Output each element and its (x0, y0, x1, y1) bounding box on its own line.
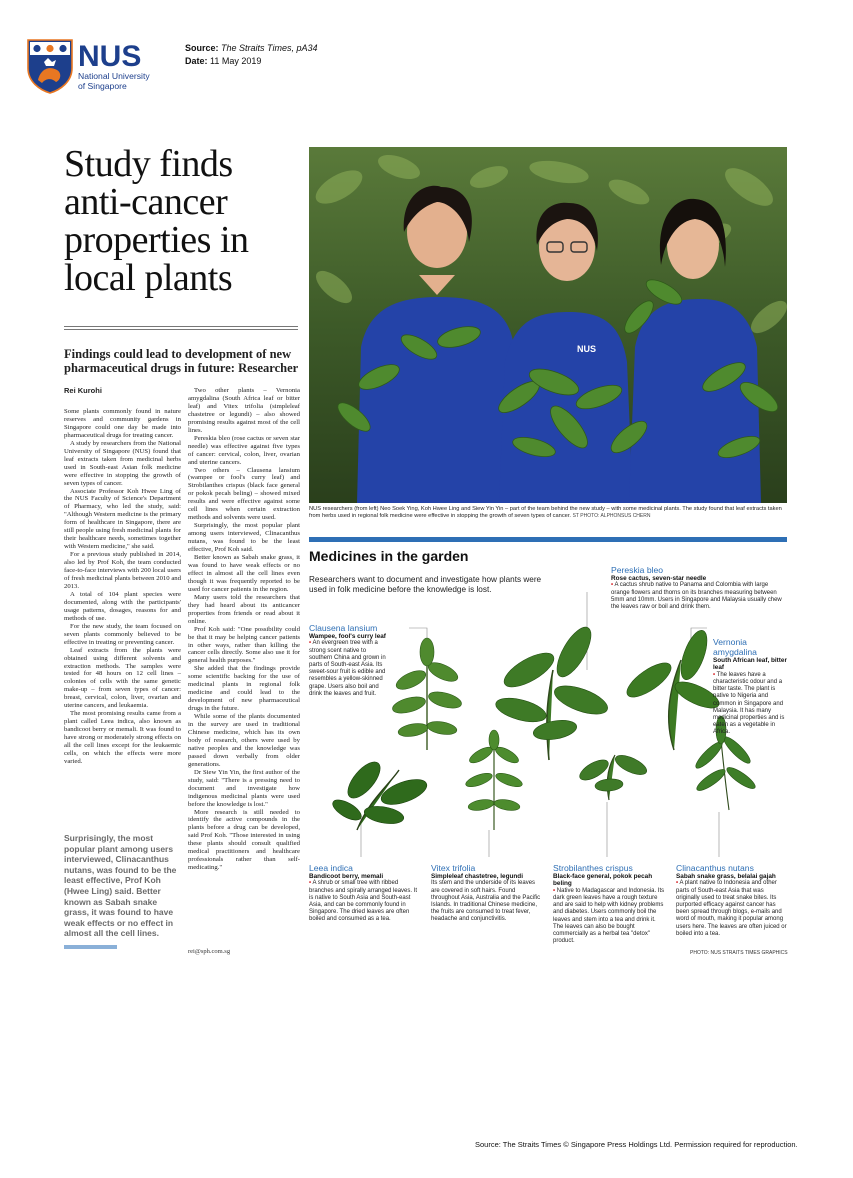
pereskia-bleo-leaf (493, 622, 611, 760)
plant-pereskia-bleo (611, 565, 787, 611)
plant-vitex-trifolia (431, 863, 543, 924)
plant-common-name: Rose cactus, seven-star needle (611, 575, 707, 582)
paragraph: Surprisingly, the most popular plant among users interviewed, Clinacanthus nutans, was found to be the least effective, Prof Koh said. (188, 522, 300, 554)
paragraph: While some of the plants documented in the survey are used in traditional Chinese medicine, which has its own body of research, others were used by native peoples and the knowledge was passed down verbally from older generations. (188, 713, 300, 768)
plant-common-name: South African leaf, bitter leaf (713, 657, 787, 672)
graphic-top-bar (309, 537, 787, 542)
divider (64, 329, 298, 330)
plant-description-text: The leaves have a characteristic odour and a bitter taste. The plant is native to Nigeria and common in Singapore and Malaysia. It has many medicinal properties and is eaten as a vegetable in Africa. (713, 671, 785, 736)
shirt-logo: NUS (577, 344, 597, 354)
paragraph: For a previous study published in 2014, also led by Prof Koh, the team conducted face-to-face interviews with 200 local users of fresh medicinal plants between 2010 and 2013. (64, 551, 181, 590)
source-line (185, 42, 318, 68)
plant-description: • The leaves have a characteristic odour and a bitter taste. The plant is native to Nigeria and common in Singapore and Malaysia. It has many medicinal properties and is eaten as a vegetable in Africa. (713, 671, 785, 736)
paragraph: Pereskia bleo (rose cactus or seven star needle) was effective against five types of cancer: cervical, colon, liver, ovarian and uterine cancers. (188, 434, 300, 466)
plant-description-text: A cactus shrub native to Panama and Colombia with large orange flowers and thorns on its branches measuring between 5mm and 10mm. Users in Singapore and Malaysia usually chew the leaves raw or boil and drink them. (611, 582, 782, 611)
paragraph: Dr Siew Yin Yin, the first author of the study, said: "There is a pressing need to document and investigate how indigenous medicinal plants were used before the knowledge is lost." (188, 768, 300, 808)
plant-strobilanthes-crispus (553, 863, 667, 945)
nus-logo-sub2: of Singapore (78, 81, 127, 91)
nus-logo (26, 38, 156, 94)
paragraph: Two others – Clausena lansium (wampee or fool's curry leaf) and Strobilanthes crispus (black face general or pokok pecah beling) – showed mixed results and were effective against some cell lines when certain extraction methods and solvents were used. (188, 466, 300, 522)
copyright-footer: Source: The Straits Times © Singapore Press Holdings Ltd. Permission required for reproduction. (475, 1140, 798, 1149)
plant-name: Clausena lansium (309, 623, 378, 633)
headline-line: local plants (64, 257, 233, 299)
photo-credit: ST PHOTO: ALPHONSUS CHERN (572, 513, 651, 520)
plant-clinacanthus-nutans (676, 863, 789, 938)
plant-description-text: A shrub or small tree with ribbed branches and spirally arranged leaves. It is native to South Asia and South-east Asia, and can be commonly found in Singapore. The dried leaves are often boiled and consumed as a tea. (309, 880, 418, 923)
plant-description: • A plant native to Indonesia and other parts of South-east Asia that was originally used to treat snake bites. Its purported efficacy against cancer has been spread through blogs, e-mails and word of mouth, making it popular among users here. The leaves are often juiced or boiled into a tea. (676, 880, 787, 937)
headline-line: Study finds (64, 143, 233, 185)
vitex-trifolia-leaf (464, 730, 524, 830)
paragraph: The most promising results came from a plant called Leea indica, also known as bandicoot berry or memali. It was found to have strong or moderately strong effects on all the cell lines except for the leukaemic cells, on which the effects were more varied. (64, 710, 181, 765)
plant-common-name: Simpleleaf chastetree, legundi (431, 873, 523, 880)
paragraph: She added that the findings provide some scientific backing for the use of medicinal plants in regional folk medicine and could lead to the development of new pharmaceutical drugs in the future. (188, 665, 300, 713)
plant-common-name: Wampee, fool's curry leaf (309, 633, 386, 640)
headline-line: properties in (64, 219, 249, 261)
paragraph: Prof Koh said: "One possibility could be that it may be helping cancer patients in other ways, rather than killing the cancer cells directly. Some also use it for general health purposes." (188, 625, 300, 665)
plant-name: Vitex trifolia (431, 863, 476, 873)
author-email[interactable]: rei@sph.com.sg (188, 948, 231, 955)
source-value: The Straits Times, pA34 (221, 43, 318, 53)
plant-common-name: Black-face general, pokok pecah beling (553, 873, 653, 888)
subhead: Findings could lead to development of new pharmaceutical drugs in future: Researcher (64, 347, 299, 375)
plant-description-text: A plant native to Indonesia and other parts of South-east Asia that was originally used to treat snake bites. Its purported efficacy against cancer has been spread through blogs, e-mails and word of mouth, making it popular among users here. The leaves are often juiced or boiled into a tea. (676, 880, 787, 937)
paragraph: Some plants commonly found in nature reserves and community gardens in Singapore could one day be made into pharmaceutical drugs for treating cancer. (64, 408, 181, 439)
paragraph: A study by researchers from the National University of Singapore (NUS) found that leaf extracts taken from medicinal herbs used in South-east Asian folk medicine were effective in stopping the growth of seven types of cancer. (64, 439, 181, 487)
pull-quote-bar (64, 945, 117, 949)
paragraph: Better known as Sabah snake grass, it was found to have weak effects or no effect in almost all the cell lines even though it was frequently reported to be used for cancer patients in the region. (188, 554, 300, 593)
leea-indica-leaf (330, 757, 430, 830)
plant-description (431, 880, 543, 923)
plant-common-name: Sabah snake grass, belalai gajah (676, 873, 776, 880)
date-label: Date: (185, 56, 208, 66)
strobilanthes-crispus-leaf (577, 751, 650, 800)
plant-description-text: An evergreen tree with a strong scent native to southern China and grown in parts of South-east Asia. Its sweet-sour fruit is edible and resembles a yellow-skinned grape. Users also boil and drink the leaves and fruit. (309, 640, 386, 697)
plant-leea-indica (309, 863, 421, 924)
article-column-1 (64, 408, 181, 766)
pull-quote: Surprisingly, the most popular plant among users interviewed, Clinacanthus nutans, was found to be the least effective, Prof Koh (Hwee Ling) said. Better known as Sabah snake grass, it was found to have weak effects or no effect in almost all the cell lines. (64, 833, 177, 939)
plant-vernonia-amygdalina (713, 637, 789, 737)
plant-description: • Native to Madagascar and Indonesia. Its dark green leaves have a rough texture and are said to help with kidney problems and diabetes. Users commonly boil the leaves and stem into a tea and drink it. The leaves can also be bought commercially as a herbal tea "detox" product. (553, 887, 665, 945)
plant-description: • A cactus shrub native to Panama and Colombia with large orange flowers and thorns on its branches measuring between 5mm and 10mm. Users in Singapore and Malaysia usually chew the leaves raw or boil and drink them. (611, 582, 782, 611)
paragraph: Associate Professor Koh Hwee Ling of the NUS Faculty of Science's Department of Pharmacy, who led the study, said: "Although Western medicine is the primary form of healthcare in Singapore, there are still people using fresh medicinal plants for their healthcare needs, sometimes together with Western medicine," she said. (64, 487, 181, 551)
team-photo (309, 147, 787, 503)
graphic-intro: Researchers want to document and investigate how plants were used in folk medicine before the knowledge is lost. (309, 575, 542, 594)
plant-name: Strobilanthes crispus (553, 863, 633, 873)
plant-name: Pereskia bleo (611, 565, 664, 575)
headline (64, 145, 304, 297)
nus-logo-text: NUS (78, 40, 142, 73)
graphic-title: Medicines in the garden (309, 548, 469, 564)
plant-description: • An evergreen tree with a strong scent native to southern China and grown in parts of South-east Asia. Its sweet-sour fruit is edible and resembles a yellow-skinned grape. Users also boil and drink the leaves and fruit. (309, 640, 386, 697)
divider (64, 326, 298, 327)
plant-description: • A shrub or small tree with ribbed branches and spirally arranged leaves. It is native to South Asia and South-east Asia, and can be commonly found in Singapore. The dried leaves are often boiled and consumed as a tea. (309, 880, 418, 923)
plant-name: Clinacanthus nutans (676, 863, 754, 873)
source-label: Source: (185, 43, 219, 53)
date-value: 11 May 2019 (210, 56, 262, 66)
graphic-credit: PHOTO: NUS STRAITS TIMES GRAPHICS (690, 950, 788, 956)
plant-common-name: Bandicoot berry, memali (309, 873, 384, 880)
paragraph: For the new study, the team focused on seven plants commonly believed to be effective in treating or preventing cancer. (64, 622, 181, 646)
paragraph: Two other plants – Vernonia amygdalina (South Africa leaf or bitter leaf) and Vitex trifolia (simpleleaf chastetree or legundi) – also showed promising results against most of the cell lines. (188, 387, 300, 434)
plant-description-text: Its stem and the underside of its leaves are covered in soft hairs. Found throughout Asia, Australia and the Pacific Islands. In traditional Chinese medicine, the fruits are consumed to treat fever, headache and conjunctivitis. (431, 880, 541, 923)
headline-line: anti-cancer (64, 181, 228, 223)
paragraph: A total of 104 plant species were documented, along with the participants' usage patterns, dosages, reasons for and methods of use. (64, 590, 181, 622)
caption-text: NUS researchers (from left) Neo Soek Ying, Koh Hwee Ling and Siew Yin Yin – part of the team behind the new study – with some medicinal plants. The study found that leaf extracts taken from herbs used in regional folk medicine were effective in stopping the growth of seven types of cancer. (309, 506, 782, 520)
nus-logo-sub1: National University (78, 71, 150, 81)
article-column-2 (188, 387, 300, 872)
plant-description-text: Native to Madagascar and Indonesia. Its dark green leaves have a rough texture and are said to help with kidney problems and diabetes. Users commonly boil the leaves and stem into a tea and drink it. The leaves can also be bought commercially as a herbal tea "detox" product. (553, 887, 665, 945)
photo-caption (309, 506, 787, 520)
byline: Rei Kurohi (64, 386, 102, 395)
paragraph: Leaf extracts from the plants were obtained using different solvents and extraction methods. The samples were tested for 48 hours on 12 cell lines – colonies of cells with the same genetic make-up – from seven types of cancer: breast, cervical, colon, liver, ovarian and uterine cancers, and leukaemia. (64, 646, 181, 710)
plant-name: Vernonia amygdalina (713, 637, 757, 657)
plant-name: Leea indica (309, 863, 353, 873)
clausena-lansium-leaf (391, 638, 463, 750)
plant-clausena-lansium (309, 623, 391, 698)
vernonia-amygdalina-leaf (622, 627, 723, 750)
paragraph: More research is still needed to identify the active compounds in the plants before a drug can be developed, said Prof Koh. "Those interested in using these plants should consult qualified medical practitioners and healthcare professionals rather than self-medicating." (188, 808, 300, 872)
paragraph: Many users told the researchers that they had heard about its anticancer properties from friends or read about it online. (188, 593, 300, 625)
